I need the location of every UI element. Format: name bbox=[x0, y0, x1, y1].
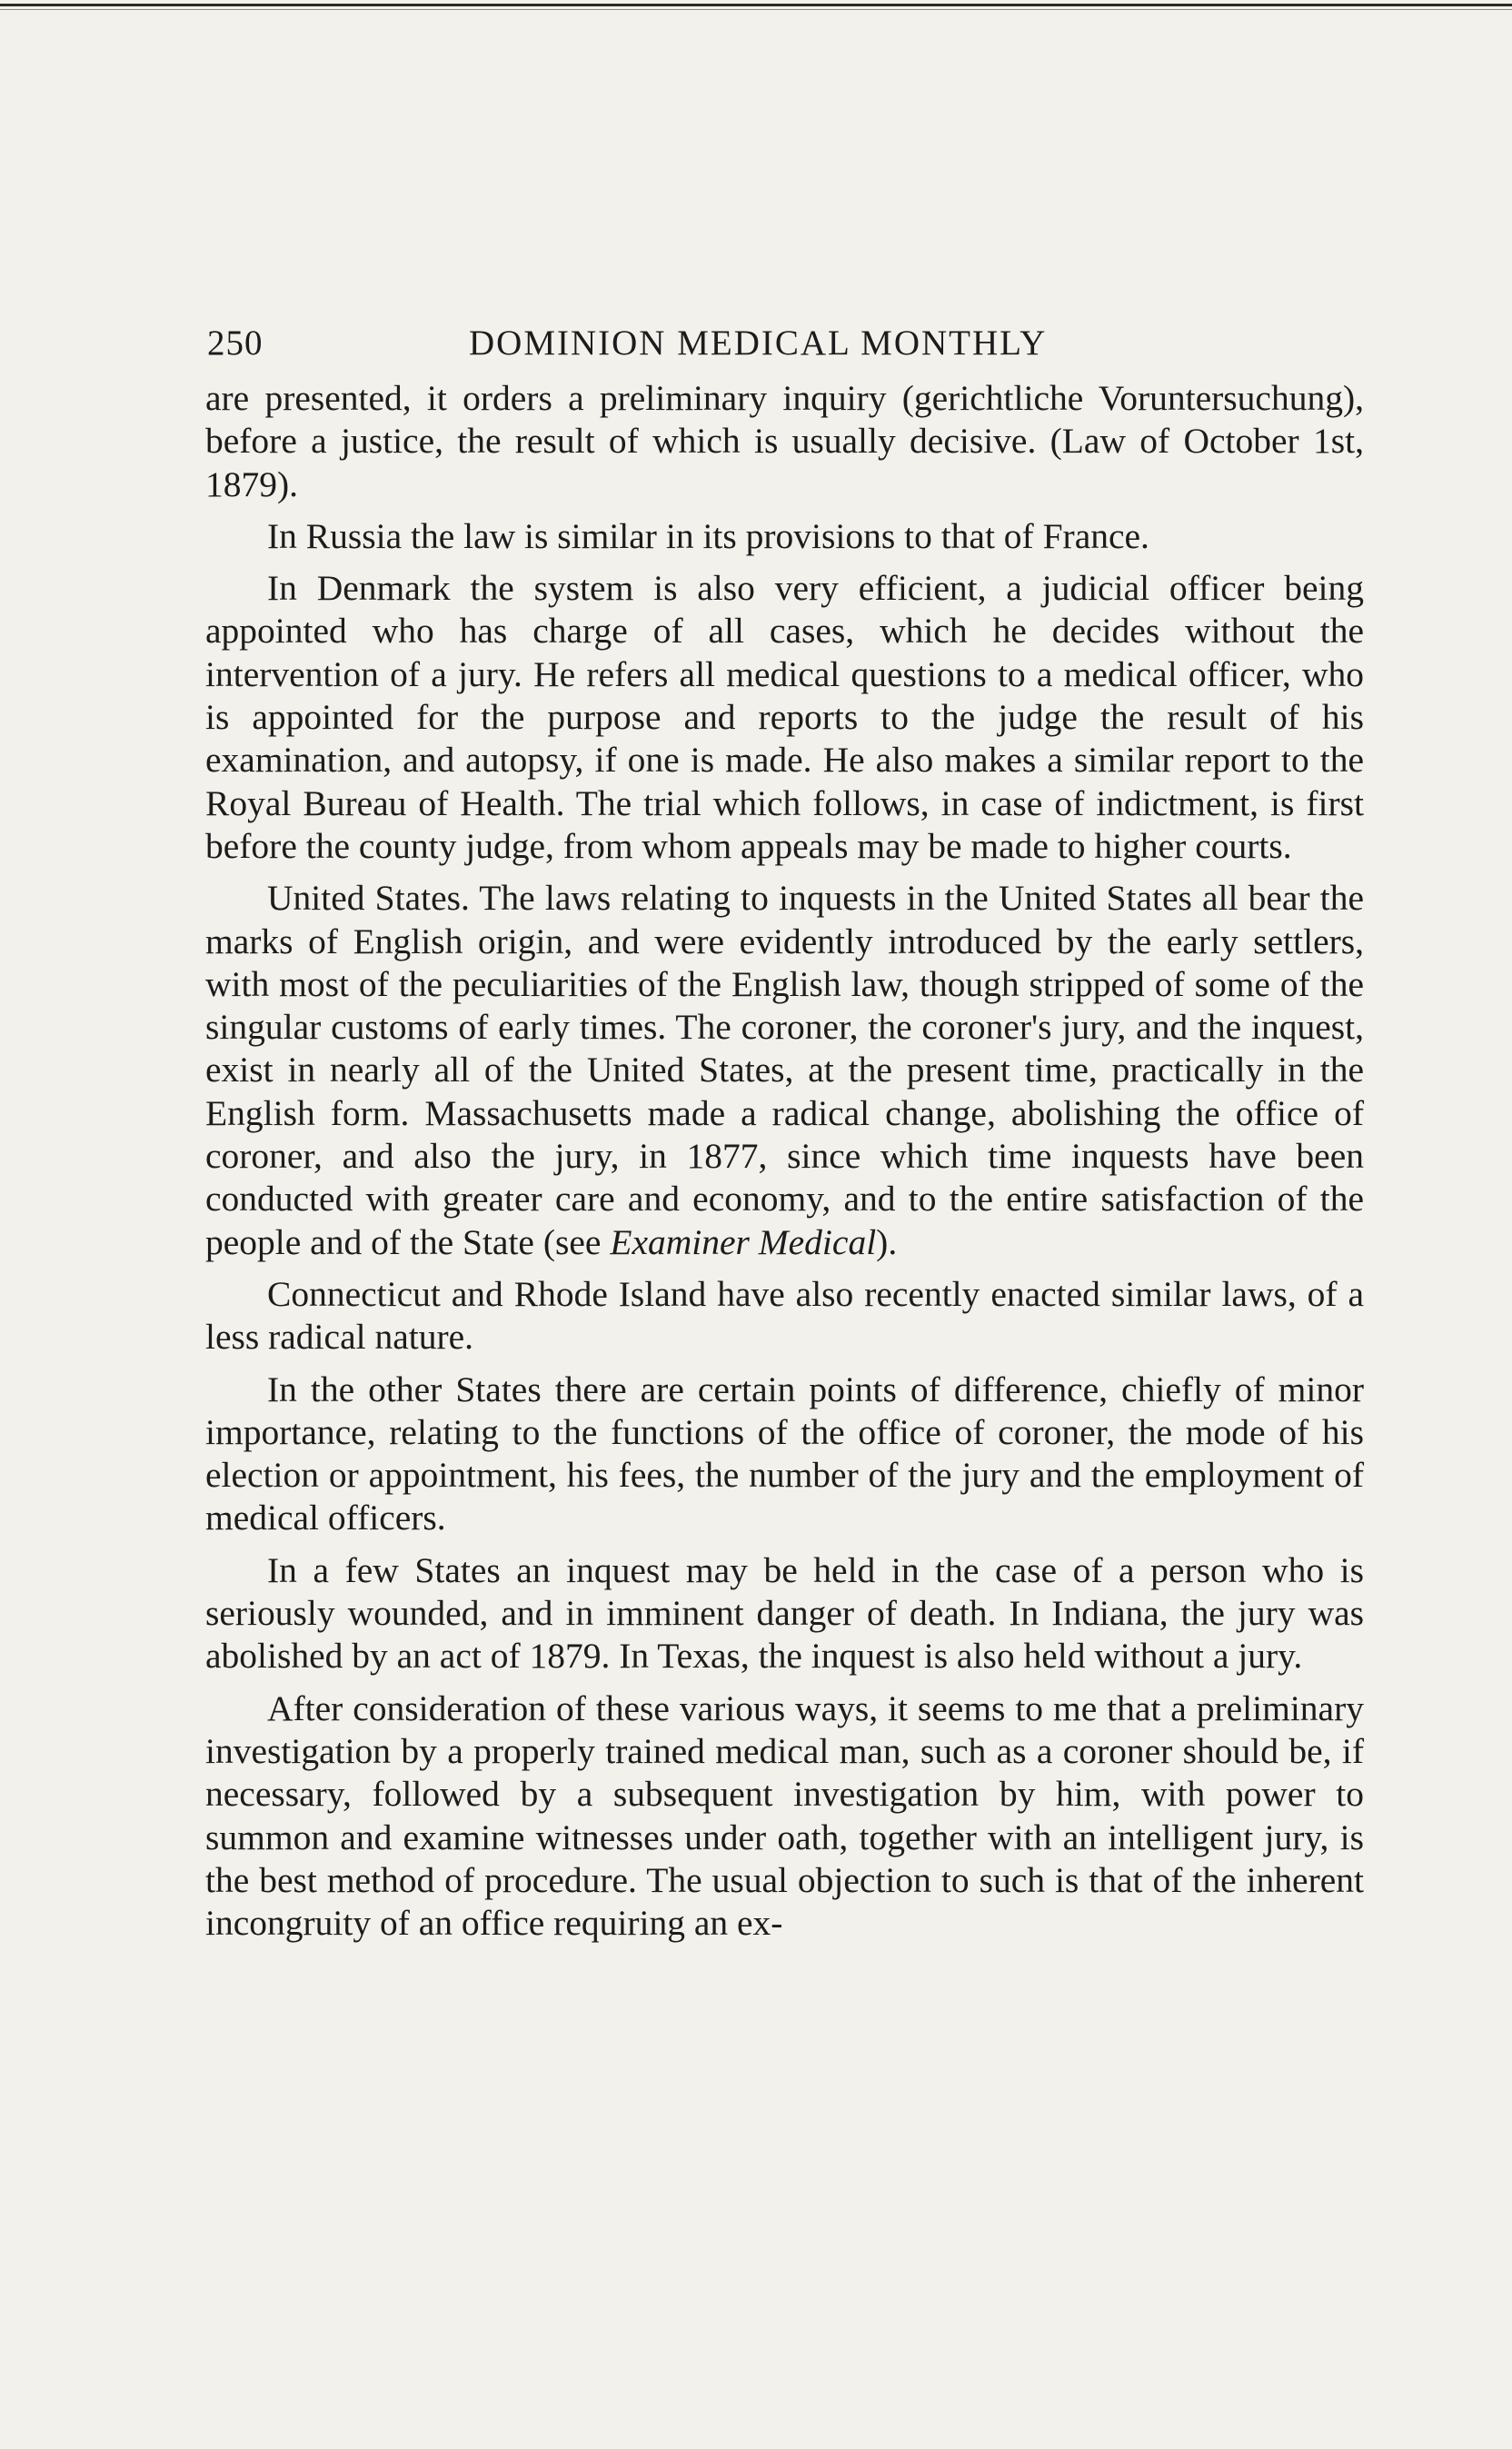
article-body bbox=[205, 377, 1364, 1945]
running-head bbox=[205, 314, 1364, 377]
page-content bbox=[205, 314, 1364, 1945]
paragraph-united-states bbox=[205, 877, 1364, 1264]
paragraph-russia: In Russia the law is similar in its provisions to that of France. bbox=[267, 515, 1149, 556]
united-states-text: United States. The laws relating to inquests in the United States all bear the marks of English origin, and were evidently introduced by the early settlers, with most of the peculiarities of the English law, though stripped of some of the singular customs of early times. The coroner, the coroner's jury, and the inquest, exist in nearly all of the United States, at the present time, practically in the English form. Massachusetts made a radical change, abolishing the office of coroner, and also the jury, in 1877, since which time inquests have been conducted with greater care and economy, and to the entire satisfaction of the people and of the State (see bbox=[205, 878, 1364, 1262]
paragraph-other-states: In the other States there are certain points of difference, chiefly of minor importance, relating to the functions of the office of coroner, the mode of his election or appointment, his fees, the number of the jury and the employment of medical officers. bbox=[205, 1369, 1364, 1538]
page-number: 250 bbox=[207, 324, 264, 363]
paragraph-denmark: In Denmark the system is also very efficient, a judicial officer being appointed who has charge of all cases, which he decides without the intervention of a jury. He refers all medical questions to a medical officer, who is appointed for the purpose and reports to the judge the result of his examination, and autopsy, if one is made. He also makes a similar report to the Royal Bureau of Health. The trial which follows, in case of indictment, is first before the county judge, from whom appeals may be made to higher courts. bbox=[205, 568, 1364, 866]
paragraph-conclusion: After consideration of these various ways, it seems to me that a preliminary investigation by a properly trained medical man, such as a coroner should be, if necessary, followed by a subsequent investigation by him, with power to summon and examine witnesses under oath, together with an intelligent jury, is the best method of procedure. The usual objection to such is that of the inherent incongruity of an office requiring an ex- bbox=[205, 1687, 1364, 1944]
examiner-medical-reference: Examiner Medical bbox=[610, 1221, 877, 1262]
top-edge-thin-rule bbox=[0, 9, 1512, 10]
paragraph-few-states: In a few States an inquest may be held in the case of a person who is seriously wounded, and in imminent danger of death. In Indiana, the jury was abolished by an act of 1879. In Texas, the inquest is also held without a jury. bbox=[205, 1549, 1364, 1677]
paragraph-continuation: are presented, it orders a preliminary inquiry (gerichtliche Voruntersuchung), before a justice, the result of which is usually decisive. (Law of October 1st, 1879). bbox=[205, 378, 1364, 504]
united-states-text-end: ). bbox=[876, 1221, 898, 1262]
top-edge-rule bbox=[0, 4, 1512, 6]
journal-title: DOMINION MEDICAL MONTHLY bbox=[469, 324, 1048, 363]
paragraph-connecticut: Connecticut and Rhode Island have also recently enacted similar laws, of a less radical nature. bbox=[205, 1273, 1364, 1358]
